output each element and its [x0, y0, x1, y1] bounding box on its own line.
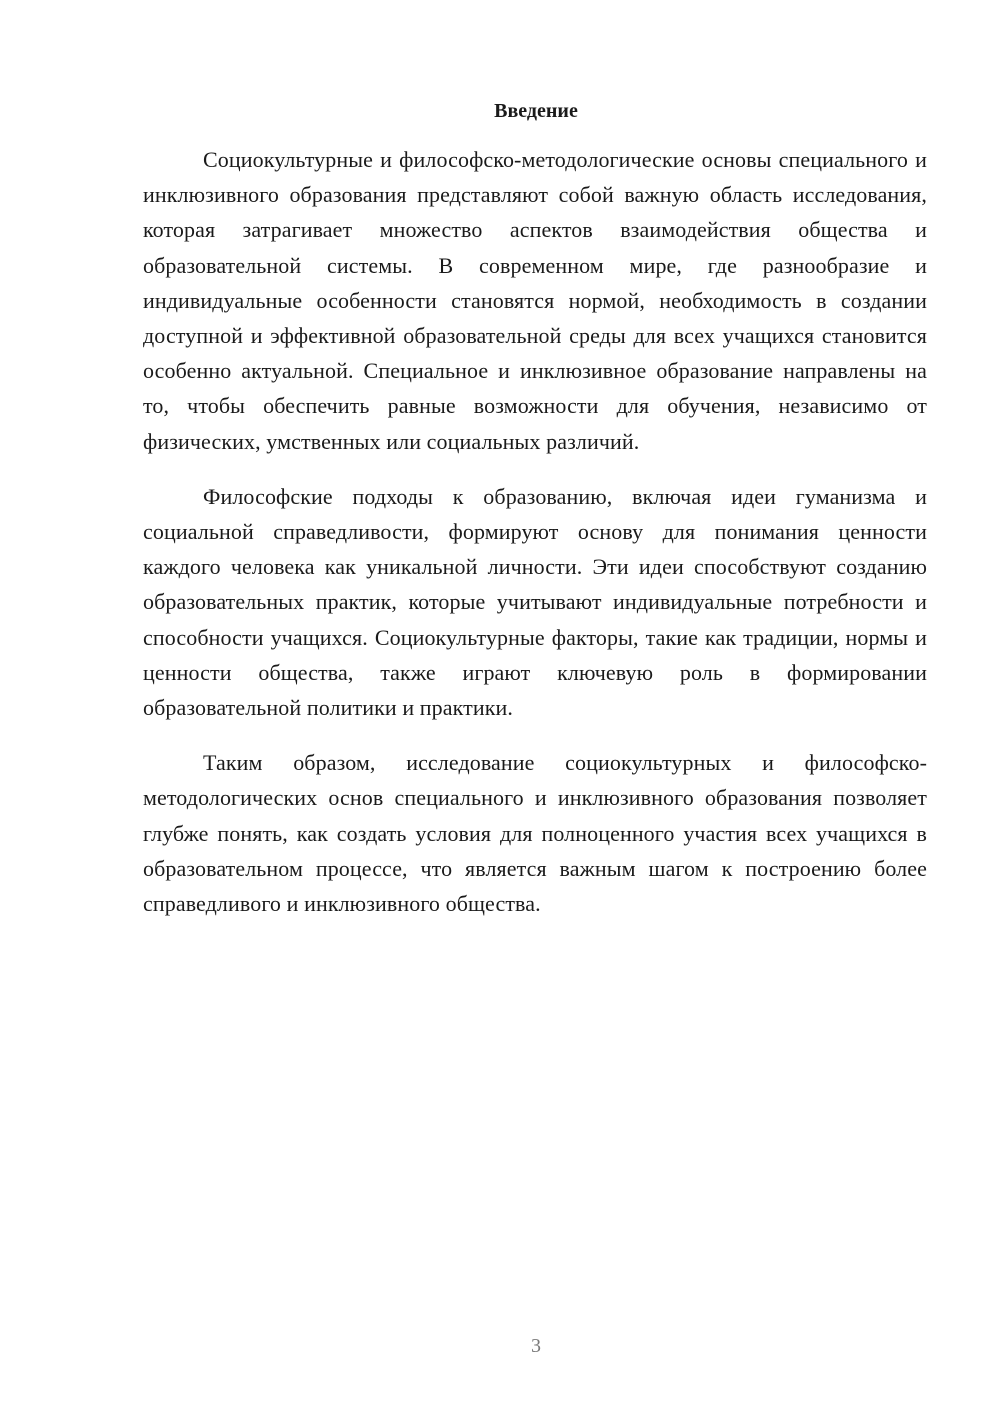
page-number: 3 — [531, 1335, 541, 1357]
paragraph-3: Таким образом, исследование социокультурных и философско-методологических основ специального и инклюзивного образования позволяет глубже понять, как создать условия для полноценного участия всех учащихся в образовательном процессе, что является важным шагом к построению более справедливого и инклюзивного общества. — [143, 750, 927, 917]
paragraph-1: Социокультурные и философско-методологические основы специального и инклюзивного образования представляют собой важную область исследования, которая затрагивает множество аспектов взаимодействия общества и образовательной системы. В современном мире, где разнообразие и индивидуальные особенности становятся нормой, необходимость в создании доступной и эффективной образовательной среды для всех учащихся становится особенно актуальной. Специальное и инклюзивное образование направлены на то, чтобы обеспечить равные возможности для обучения, независимо от физических, умственных или социальных различий. — [143, 147, 927, 454]
document-body — [143, 142, 927, 941]
page-title: Введение — [494, 100, 578, 122]
paragraph-2: Философские подходы к образованию, включая идеи гуманизма и социальной справедливости, формируют основу для понимания ценности каждого человека как уникальной личности. Эти идеи способствуют созданию образовательных практик, которые учитывают индивидуальные потребности и способности учащихся. Социокультурные факторы, такие как традиции, нормы и ценности общества, также играют ключевую роль в формировании образовательной политики и практики. — [143, 483, 927, 721]
